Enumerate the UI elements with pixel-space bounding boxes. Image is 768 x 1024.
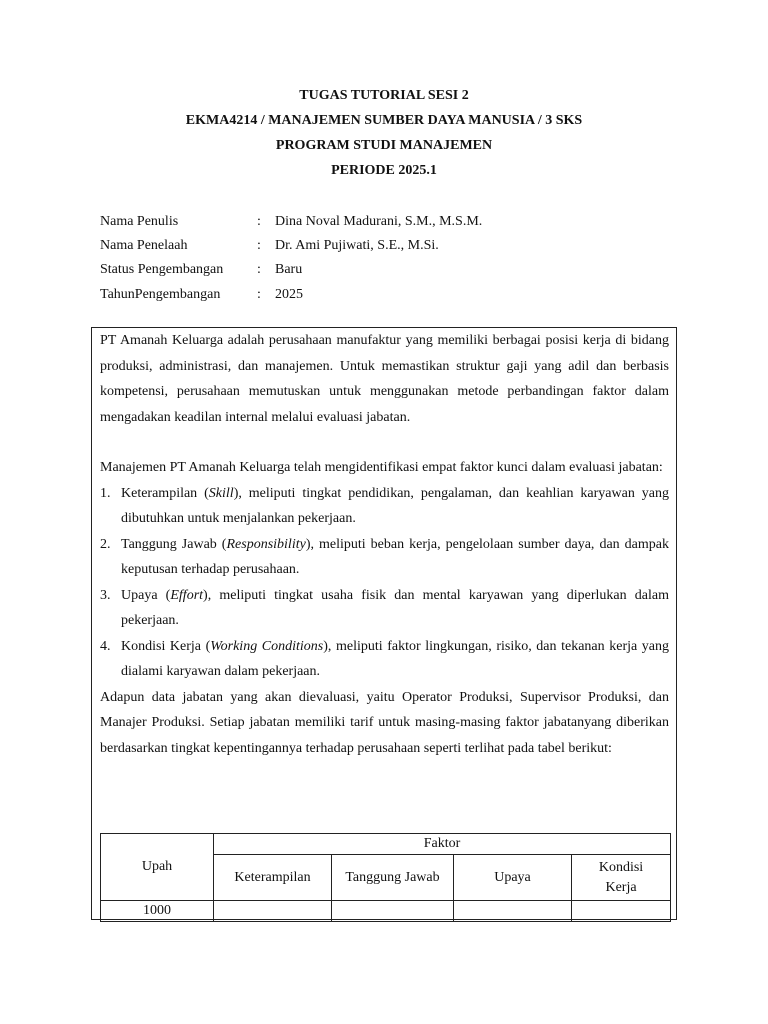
meta-label: Status Pengembangan: [100, 262, 224, 277]
question-box: [91, 327, 677, 920]
meta-label: TahunPengembangan: [100, 287, 221, 302]
factor-list: [100, 481, 669, 685]
meta-value: 2025: [275, 287, 303, 302]
header-title-1: TUGAS TUTORIAL SESI 2: [299, 88, 469, 103]
factor-text: ), meliputi tingkat usaha fisik dan mental karyawan yang diperlukan dalam pekerjaan.: [121, 587, 669, 628]
factor-text: Upaya (: [121, 587, 171, 603]
table-header-faktor: Faktor: [214, 834, 671, 855]
factor-item: [100, 481, 669, 532]
meta-label: Nama Penelaah: [100, 238, 188, 253]
meta-separator: :: [257, 238, 261, 253]
meta-value: Dr. Ami Pujiwati, S.E., M.Si.: [275, 238, 439, 253]
factor-text: ), meliputi beban kerja, pengelolaan sumber daya, dan dampak keputusan terhadap perusahaan.: [121, 536, 670, 577]
factor-term: Effort: [170, 587, 204, 603]
table-header-upaya: Upaya: [454, 855, 572, 901]
list-number: 3.: [100, 587, 111, 603]
factor-text: ), meliputi tingkat pendidikan, pengalaman, dan keahlian karyawan yang dibutuhkan untuk menjalankan pekerjaan.: [121, 485, 669, 526]
header-title-3: PROGRAM STUDI MANAJEMEN: [275, 138, 493, 153]
table-cell: [572, 901, 671, 922]
table-header-keterampilan: Keterampilan: [214, 855, 332, 901]
list-number: 2.: [100, 536, 111, 552]
list-number: 1.: [100, 485, 111, 501]
table-header-kondisi-kerja: Kondisi Kerja: [572, 855, 671, 901]
closing-paragraph: Adapun data jabatan yang akan dievaluasi, yaitu Operator Produksi, Supervisor Produksi, dan Manajer Produksi. Setiap jabatan memiliki tarif untuk masing-masing faktor jabatanyang diberikan berdasarkan tingkat kepentingannya terhadap perusahaan seperti terlihat pada tabel berikut:: [100, 689, 669, 756]
meta-value: Baru: [275, 262, 303, 277]
list-number: 4.: [100, 638, 111, 654]
factor-item: [100, 583, 669, 634]
meta-value: Dina Noval Madurani, S.M., M.S.M.: [275, 214, 483, 229]
table-header-row: [101, 834, 671, 855]
table-cell: [214, 901, 332, 922]
table-cell-upah: 1000: [101, 901, 214, 922]
meta-separator: :: [257, 262, 261, 277]
factor-term: Responsibility: [226, 536, 306, 552]
factor-term: Skill: [208, 485, 234, 501]
factor-item: [100, 532, 669, 583]
factors-intro-paragraph: Manajemen PT Amanah Keluarga telah mengidentifikasi empat faktor kunci dalam evaluasi jabatan:: [100, 460, 663, 475]
meta-separator: :: [257, 287, 261, 302]
factor-text: ), meliputi faktor lingkungan, risiko, dan tekanan kerja yang dialami karyawan dalam pekerjaan.: [121, 638, 670, 679]
factor-item: [100, 634, 669, 685]
factor-text: Tanggung Jawab (: [121, 536, 227, 552]
meta-label: Nama Penulis: [100, 214, 179, 229]
table-header-tanggung-jawab: Tanggung Jawab: [332, 855, 454, 901]
table-cell: [454, 901, 572, 922]
table-cell: [332, 901, 454, 922]
spacer: [100, 430, 669, 455]
header-title-2: EKMA4214 / MANAJEMEN SUMBER DAYA MANUSIA / 3 SKS: [185, 113, 583, 128]
table-row: [101, 901, 671, 922]
table-header-upah: Upah: [101, 834, 214, 901]
factor-term: Working Conditions: [210, 638, 324, 654]
meta-separator: :: [257, 214, 261, 229]
intro-paragraph: PT Amanah Keluarga adalah perusahaan manufaktur yang memiliki berbagai posisi kerja di bidang produksi, administrasi, dan manajemen. Untuk memastikan struktur gaji yang adil dan berbasis kompetensi, perusahaan memutuskan untuk menggunakan metode perbandingan faktor dalam mengadakan keadilan internal melalui evaluasi jabatan.: [100, 333, 669, 425]
factor-text: Keterampilan (: [121, 485, 209, 501]
question-content: [100, 328, 669, 761]
factor-text: Kondisi Kerja (: [121, 638, 211, 654]
header-title-4: PERIODE 2025.1: [331, 163, 437, 178]
factor-table: [100, 833, 671, 922]
